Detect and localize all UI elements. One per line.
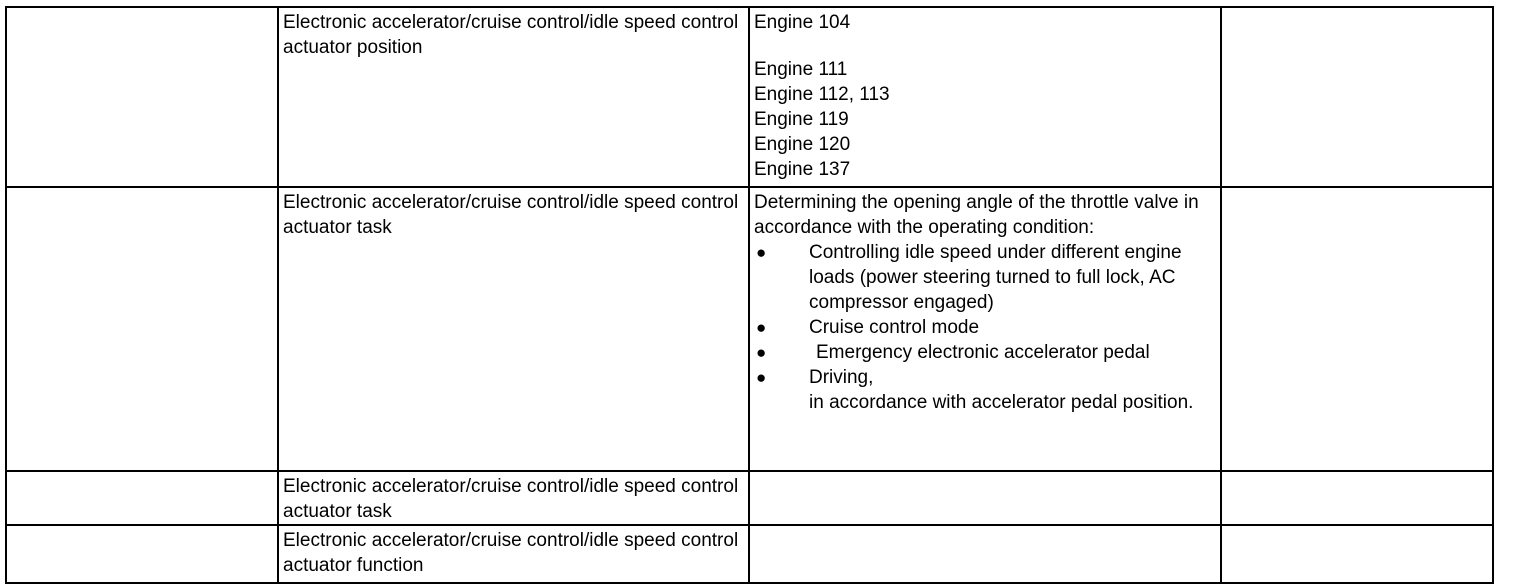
row-cell-empty [1221,187,1493,471]
task-bullet-list [754,240,1216,415]
table-row [6,525,1493,583]
row-cell-empty [749,471,1221,525]
engine-list-cell [749,7,1221,187]
bullet-icon: ● [756,343,767,362]
bullet-icon: ● [756,368,767,387]
list-item [754,315,1216,340]
bullet-icon: ● [756,318,767,337]
engine-item: Engine 112, 113 [754,84,890,105]
bullet-text: Controlling idle speed under different engine loads (power steering turned to full lock, AC compressor engaged) [809,242,1182,313]
row-cell-empty [6,525,278,583]
bullet-text: Emergency electronic accelerator pedal [816,342,1150,363]
row-label: Electronic accelerator/cruise control/idle speed control actuator position [278,7,749,187]
engine-item: Engine 104 [754,12,851,33]
task-description-cell [749,187,1221,471]
bullet-text: Cruise control mode [809,317,980,338]
spec-table [5,6,1494,584]
list-item [754,240,1216,315]
row-label: Electronic accelerator/cruise control/idle speed control actuator function [278,525,749,583]
list-item [754,365,1216,390]
engine-item: Engine 120 [754,134,851,155]
table-row [6,187,1493,471]
row-cell-empty [6,471,278,525]
row-cell-empty [6,187,278,471]
row-cell-empty [1221,471,1493,525]
row-label: Electronic accelerator/cruise control/idle speed control actuator task [278,187,749,471]
engine-item: Engine 137 [754,159,851,180]
row-cell-empty [1221,7,1493,187]
list-item [754,340,1216,365]
list-item-continuation [754,390,1216,415]
engine-item: Engine 119 [754,109,849,130]
table-row [6,7,1493,187]
bullet-text: in accordance with accelerator pedal position. [809,392,1194,413]
table-row [6,471,1493,525]
row-cell-empty [1221,525,1493,583]
row-cell-empty [749,525,1221,583]
bullet-icon: ● [756,243,767,262]
bullet-text: Driving, [809,367,874,388]
task-intro: Determining the opening angle of the throttle valve in accordance with the operating condition: [754,192,1199,238]
engine-item: Engine 111 [754,59,848,80]
row-label: Electronic accelerator/cruise control/idle speed control actuator task [278,471,749,525]
row-cell-empty [6,7,278,187]
